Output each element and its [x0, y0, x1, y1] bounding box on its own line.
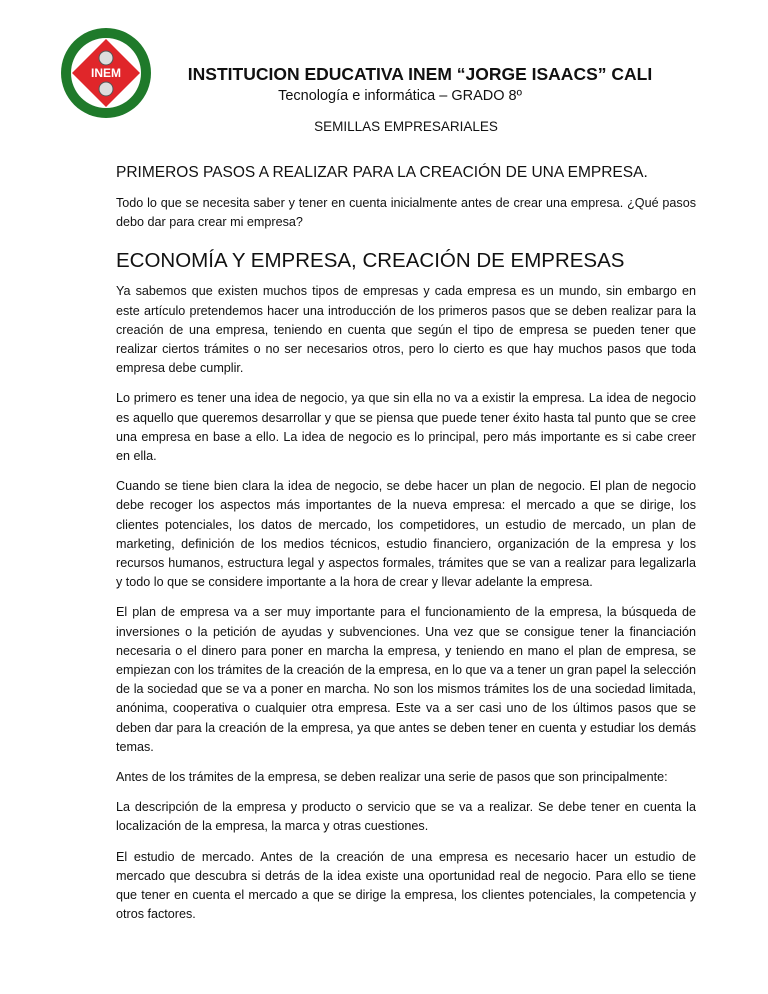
intro-paragraph: Todo lo que se necesita saber y tener en cuenta inicialmente antes de crear una empresa. ¿Qué pasos debo dar para crear mi empresa?	[116, 196, 696, 230]
paragraph: El plan de empresa va a ser muy importante para el funcionamiento de la empresa, la búsqueda de inversiones o la petición de ayudas y subvenciones. Una vez que se consigue tener la financiación necesaria o el dinero para poner en marcha la empresa, y teniendo en mano el plan de empresa, se empiezan con los trámites de la creación de la empresa, en lo que va a tener un gran papel la selección de la sociedad que se va a poner en marcha. No son los mismos trámites los de una sociedad limitada, anónima, cooperativa o cualquier otra empresa. Este va a ser casi uno de los últimos pasos que se deben dar para la creación de la empresa, ya que antes se deben tener en cuenta y estudiar los demás temas.	[116, 605, 696, 754]
paragraph: Cuando se tiene bien clara la idea de negocio, se debe hacer un plan de negocio. El plan de negocio debe recoger los aspectos más importantes de la nueva empresa: el mercado a que se dirige, los clientes potenciales, los datos de mercado, los competidores, un estudio de mercado, un plan de marketing, definición de los medios técnicos, estudio financiero, organización de la empresa y los recursos humanos, estructura legal y aspectos formales, trámites que se van a realizar para legalizarla y todo lo que se considere importante a la hora de crear y llevar adelante la empresa.	[116, 479, 696, 590]
paragraph: Ya sabemos que existen muchos tipos de empresas y cada empresa es un mundo, sin embargo en este artículo pretendemos hacer una introducción de los primeros pasos que se deben realizar para la creación de una empresa, teniendo en cuenta que según el tipo de empresa se pueden tener que realizar ciertos trámites o no ser necesarios otros, pero lo cierto es que hay muchos pasos que toda empresa debe cumplir.	[116, 284, 696, 376]
paragraph: Lo primero es tener una idea de negocio, ya que sin ella no va a existir la empresa. La idea de negocio es aquello que queremos desarrollar y que se piensa que puede tener éxito hasta tal punto que se cree una empresa en base a ello. La idea de negocio es lo principal, pero más importante es si cabe creer en ella.	[116, 391, 696, 464]
paragraph: La descripción de la empresa y producto o servicio que se va a realizar. Se debe tener en cuenta la localización de la empresa, la marca y otras cuestiones.	[116, 800, 696, 834]
article-heading: ECONOMÍA Y EMPRESA, CREACIÓN DE EMPRESAS	[116, 249, 625, 273]
paragraph: El estudio de mercado. Antes de la creación de una empresa es necesario hacer un estudio de mercado que descubra si detrás de la idea existe una oportunidad real de negocio. Para ello se tiene que tener en cuenta el mercado a que se dirige la empresa, los clientes potenciales, la competencia y otros factores.	[116, 849, 696, 922]
inem-logo	[60, 27, 152, 119]
section-title: SEMILLAS EMPRESARIALES	[314, 119, 498, 134]
school-title: INSTITUCION EDUCATIVA INEM “JORGE ISAACS” CALI	[187, 64, 653, 84]
intro-heading: PRIMEROS PASOS A REALIZAR PARA LA CREACIÓN DE UNA EMPRESA.	[116, 164, 648, 181]
svg-text:INEM: INEM	[91, 66, 121, 80]
course-subtitle: Tecnología e informática – GRADO 8º	[278, 88, 522, 104]
paragraph: Antes de los trámites de la empresa, se deben realizar una serie de pasos que son principalmente:	[116, 770, 668, 785]
document-body	[116, 164, 696, 936]
